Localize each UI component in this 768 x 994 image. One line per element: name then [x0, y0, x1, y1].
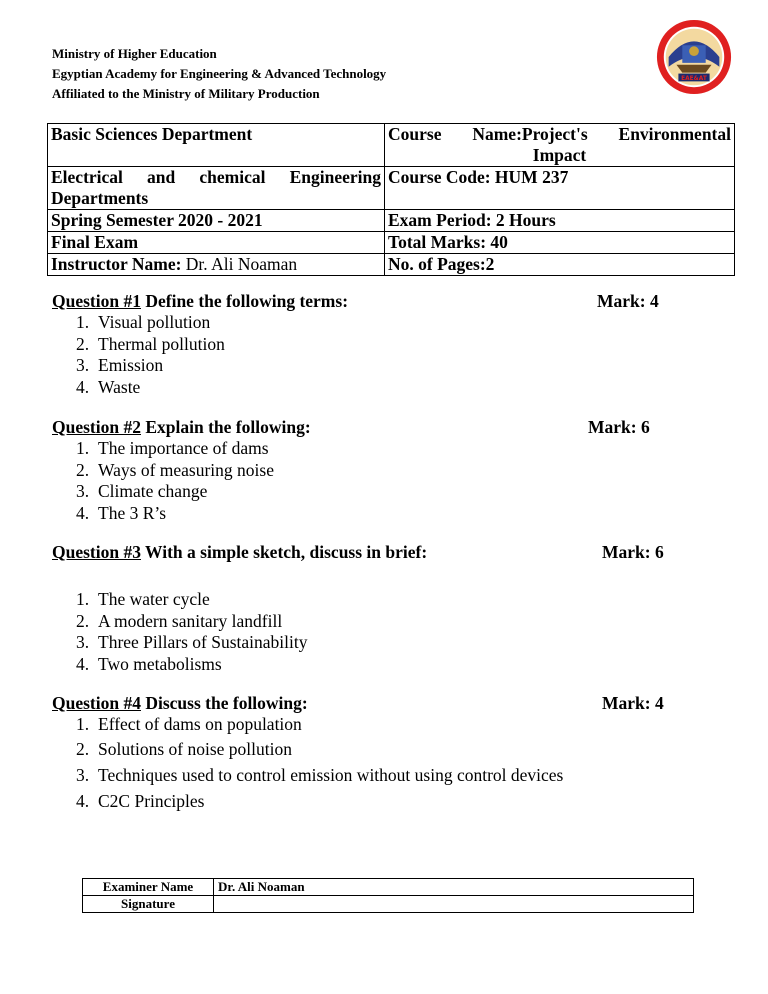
list-item: 2. Solutions of noise pollution [76, 738, 292, 759]
list-item: 1. Effect of dams on population [76, 714, 302, 734]
academy-line: Egyptian Academy for Engineering & Advanced Technology [52, 66, 387, 81]
list-item: 4. The 3 R’s [76, 503, 167, 524]
departments-line1: Electrical and chemical Engineering [51, 167, 381, 187]
list-item: 2. Ways of measuring noise [76, 459, 274, 480]
departments-cell [48, 167, 385, 210]
question-1-header [52, 290, 672, 312]
list-item: 4. C2C Principles [76, 790, 205, 811]
list-item: 1. The importance of dams [76, 438, 269, 458]
instructor-cell [48, 254, 385, 276]
examiner-name-value: Dr. Ali Noaman [214, 879, 694, 896]
list-item: 4. Waste [76, 377, 141, 398]
question-4 [52, 692, 672, 814]
question-2-number: Question #2 [52, 417, 141, 437]
course-code-cell: Course Code: HUM 237 [385, 167, 735, 210]
question-3-mark: Mark: 6 [602, 542, 664, 562]
svg-text:EAE&AT: EAE&AT [681, 75, 707, 82]
question-2-list [52, 438, 672, 525]
list-item: 3. Three Pillars of Sustainability [76, 632, 308, 653]
list-item: 4. Two metabolisms [76, 654, 222, 675]
question-2-header [52, 416, 672, 438]
question-4-header [52, 692, 672, 714]
ministry-line: Ministry of Higher Education [52, 46, 217, 61]
question-1-list [52, 312, 672, 399]
pages-cell: No. of Pages:2 [385, 254, 735, 276]
list-item: 3. Emission [76, 355, 164, 376]
course-info-table [47, 123, 735, 276]
affiliation-line: Affiliated to the Ministry of Military Production [52, 86, 320, 101]
examiner-table [82, 878, 694, 913]
signature-value[interactable] [214, 896, 694, 913]
question-3-header [52, 541, 672, 563]
list-item: 1. Visual pollution [76, 312, 211, 332]
question-3 [52, 541, 672, 676]
list-item: 2. A modern sanitary landfill [76, 610, 283, 631]
question-1-number: Question #1 [52, 291, 141, 311]
question-4-mark: Mark: 4 [602, 693, 664, 713]
department-cell: Basic Sciences Department [48, 124, 385, 167]
academy-logo-icon [655, 18, 733, 96]
examiner-name-label: Examiner Name [83, 879, 214, 896]
course-name-cell [385, 124, 735, 167]
course-name-line2: Impact [532, 145, 587, 165]
list-item: 3. Techniques used to control emission without using control devices [76, 764, 564, 785]
question-4-number: Question #4 [52, 693, 141, 713]
list-item: 2. Thermal pollution [76, 333, 225, 354]
question-3-title: With a simple sketch, discuss in brief: [140, 542, 428, 562]
departments-line2: Departments [51, 188, 149, 208]
question-4-list [52, 714, 672, 814]
exam-type-cell: Final Exam [48, 232, 385, 254]
instructor-label: Instructor Name: [51, 254, 182, 274]
question-2 [52, 416, 672, 525]
list-item: 3. Climate change [76, 481, 208, 502]
total-marks-cell: Total Marks: 40 [385, 232, 735, 254]
question-2-title: Explain the following: [140, 417, 311, 437]
question-4-title: Discuss the following: [140, 693, 308, 713]
instructor-name: Dr. Ali Noaman [181, 254, 298, 274]
signature-label: Signature [83, 896, 214, 913]
exam-period-cell: Exam Period: 2 Hours [385, 210, 735, 232]
question-1 [52, 290, 672, 399]
institution-header [52, 44, 612, 104]
question-2-mark: Mark: 6 [588, 417, 650, 437]
semester-cell: Spring Semester 2020 - 2021 [48, 210, 385, 232]
list-item: 1. The water cycle [76, 589, 210, 609]
question-3-list [52, 589, 672, 676]
course-name-line1: Course Name:Project's Environmental [388, 124, 731, 144]
question-1-title: Define the following terms: [140, 291, 349, 311]
question-1-mark: Mark: 4 [597, 291, 659, 311]
question-3-number: Question #3 [52, 542, 141, 562]
